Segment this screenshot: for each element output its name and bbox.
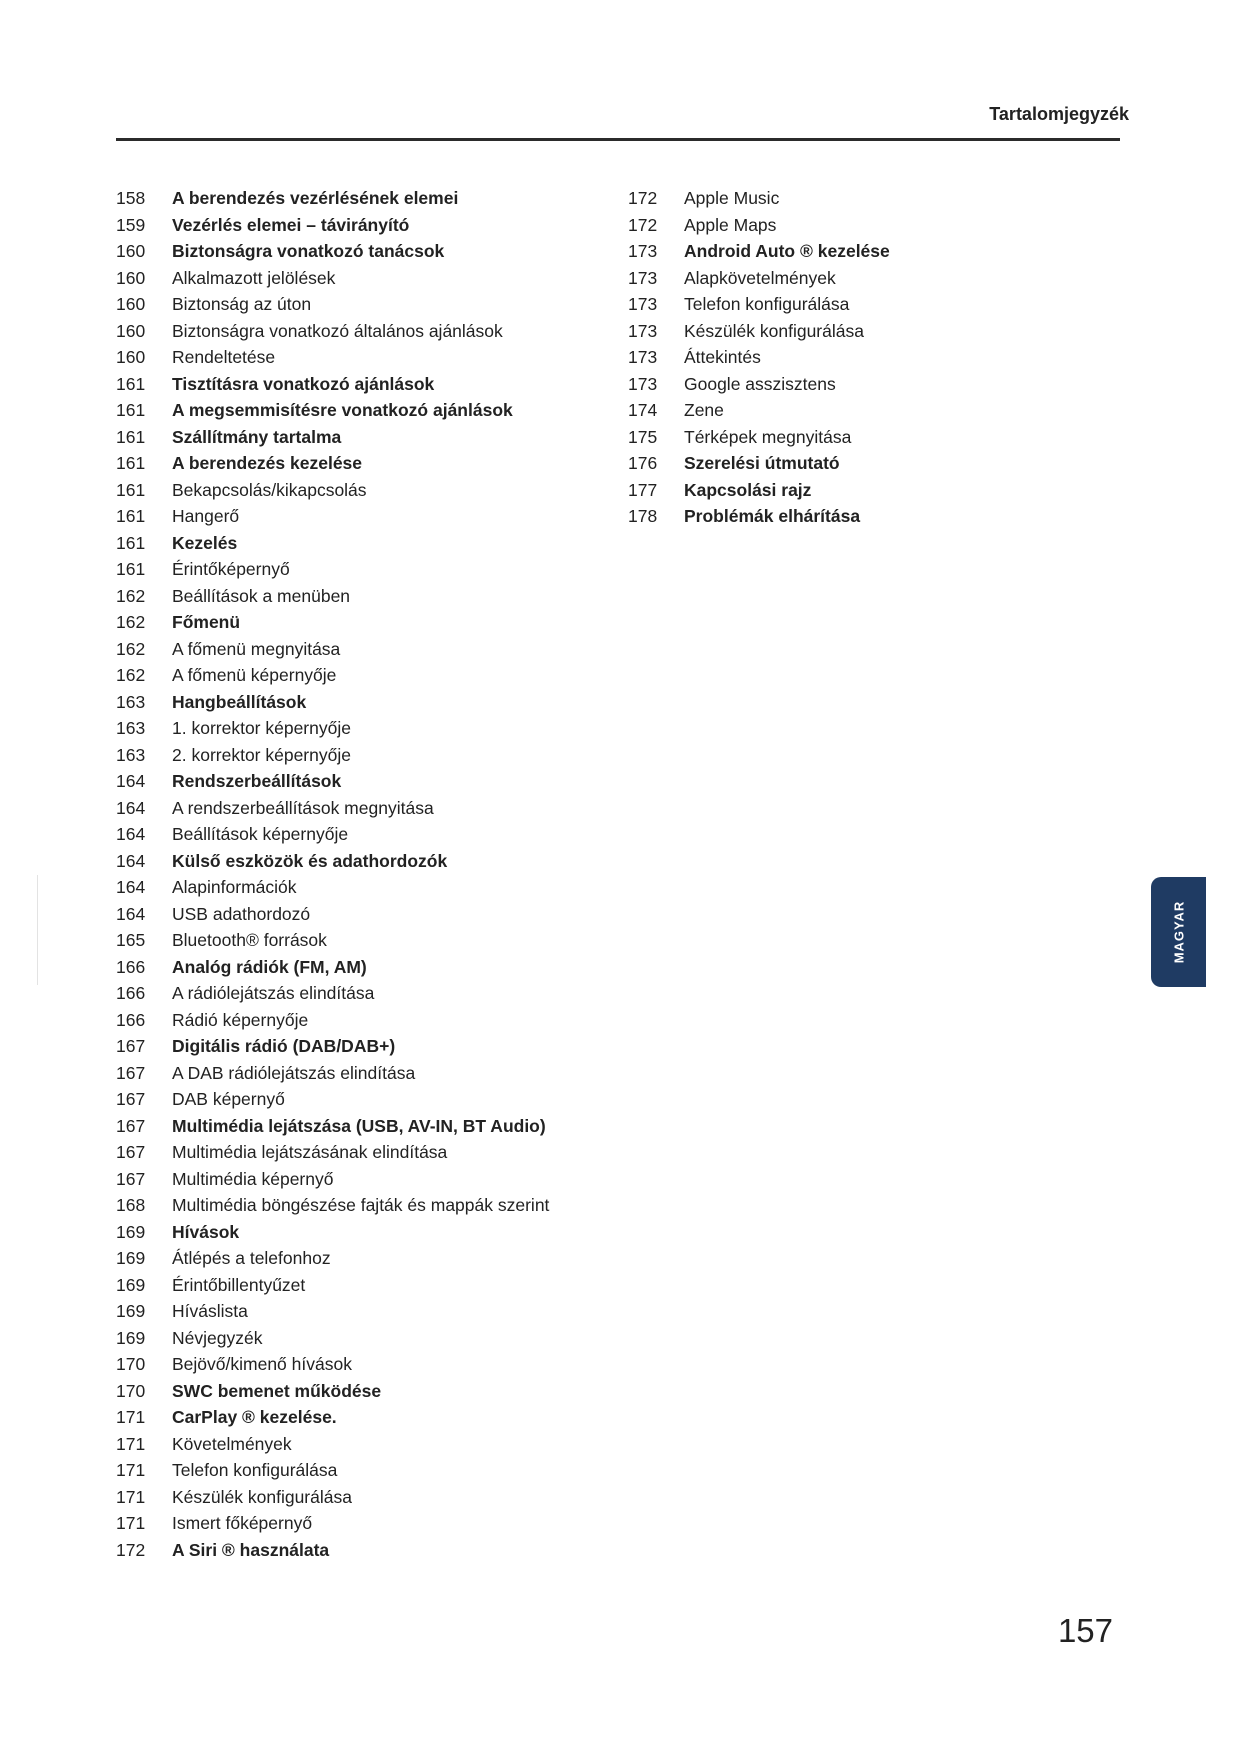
toc-entry-page: 164 <box>116 877 146 897</box>
toc-entry-page: 161 <box>116 373 146 394</box>
toc-entry <box>628 268 1048 295</box>
toc-entry-page: 174 <box>628 400 658 420</box>
toc-entry-title: A berendezés vezérlésének elemei <box>172 188 459 208</box>
toc-entry-page: 176 <box>628 453 658 473</box>
toc-entry-page: 164 <box>116 824 146 844</box>
toc-column-right <box>628 188 1048 533</box>
toc-entry-page: 170 <box>116 1380 146 1401</box>
toc-entry <box>628 427 1048 454</box>
toc-entry <box>116 321 626 348</box>
toc-entry-title: Rádió képernyője <box>172 1009 309 1030</box>
toc-entry-title: Problémák elhárítása <box>684 506 861 526</box>
toc-entry-page: 160 <box>116 320 146 341</box>
toc-entry <box>116 294 626 321</box>
toc-entry-title: Ismert főképernyő <box>172 1513 313 1533</box>
toc-entry-title: Átlépés a telefonhoz <box>172 1248 331 1268</box>
toc-entry-page: 160 <box>116 267 146 288</box>
toc-entry-title: Hangbeállítások <box>172 691 307 712</box>
toc-entry <box>116 904 626 931</box>
toc-entry-page: 173 <box>628 267 658 288</box>
toc-entry-page: 163 <box>116 744 146 765</box>
toc-entry <box>116 241 626 268</box>
toc-entry-page: 164 <box>116 903 146 924</box>
toc-entry-title: A megsemmisítésre vonatkozó ajánlások <box>172 400 513 420</box>
toc-entry-page: 172 <box>628 188 658 208</box>
toc-entry-title: A rádiólejátszás elindítása <box>172 983 375 1003</box>
toc-entry <box>116 745 626 772</box>
toc-entry <box>116 586 626 613</box>
toc-entry-title: Kezelés <box>172 532 238 553</box>
toc-entry-title: Követelmények <box>172 1433 292 1454</box>
toc-entry-page: 161 <box>116 426 146 447</box>
toc-entry-title: Érintőképernyő <box>172 559 290 579</box>
toc-entry-title: Bejövő/kimenő hívások <box>172 1354 352 1374</box>
toc-entry <box>628 321 1048 348</box>
toc-entry-title: SWC bemenet működése <box>172 1380 382 1401</box>
toc-entry-page: 158 <box>116 188 146 208</box>
toc-entry <box>116 1248 626 1275</box>
toc-entry <box>628 400 1048 427</box>
toc-entry-title: Multimédia lejátszása (USB, AV-IN, BT Audio) <box>172 1115 546 1136</box>
toc-entry <box>116 1487 626 1514</box>
toc-entry-title: A rendszerbeállítások megnyitása <box>172 797 434 818</box>
toc-entry-title: Szállítmány tartalma <box>172 426 342 447</box>
toc-entry-page: 173 <box>628 320 658 341</box>
toc-entry <box>116 1142 626 1169</box>
margin-line <box>37 875 38 985</box>
toc-entry-title: Beállítások a menüben <box>172 585 351 606</box>
toc-entry-page: 161 <box>116 559 146 579</box>
toc-entry-title: Telefon konfigurálása <box>684 294 850 314</box>
toc-entry <box>116 506 626 533</box>
toc-entry-title: Szerelési útmutató <box>684 453 840 473</box>
toc-entry-title: CarPlay ® kezelése. <box>172 1407 337 1427</box>
toc-entry-page: 173 <box>628 294 658 314</box>
toc-entry <box>116 427 626 454</box>
toc-entry-page: 162 <box>116 612 146 632</box>
toc-entry <box>628 215 1048 242</box>
toc-entry <box>116 188 626 215</box>
toc-entry-title: 2. korrektor képernyője <box>172 744 351 765</box>
toc-entry-page: 164 <box>116 850 146 871</box>
toc-entry-title: Digitális rádió (DAB/DAB+) <box>172 1036 396 1056</box>
toc-entry-title: Zene <box>684 400 724 420</box>
toc-entry-page: 166 <box>116 1009 146 1030</box>
toc-entry-title: Telefon konfigurálása <box>172 1460 338 1480</box>
toc-entry <box>116 1169 626 1196</box>
toc-entry <box>116 1301 626 1328</box>
toc-entry-page: 161 <box>116 506 146 526</box>
toc-entry-page: 171 <box>116 1433 146 1454</box>
toc-entry-title: Android Auto ® kezelése <box>684 241 890 261</box>
toc-entry-page: 163 <box>116 718 146 738</box>
toc-entry-title: A Siri ® használata <box>172 1539 330 1560</box>
toc-entry <box>116 665 626 692</box>
toc-entry-page: 172 <box>628 214 658 235</box>
toc-entry-title: 1. korrektor képernyője <box>172 718 351 738</box>
toc-entry-page: 160 <box>116 241 146 261</box>
toc-entry-page: 168 <box>116 1195 146 1215</box>
toc-entry-page: 170 <box>116 1354 146 1374</box>
language-side-tab <box>1151 877 1206 987</box>
toc-entry-page: 175 <box>628 426 658 447</box>
toc-entry-page: 160 <box>116 347 146 367</box>
toc-entry-title: Alapinformációk <box>172 877 297 897</box>
toc-entry-title: Térképek megnyitása <box>684 426 852 447</box>
toc-entry <box>116 1407 626 1434</box>
toc-entry-page: 167 <box>116 1142 146 1162</box>
toc-entry-page: 171 <box>116 1486 146 1507</box>
toc-entry-title: A DAB rádiólejátszás elindítása <box>172 1062 416 1083</box>
toc-entry <box>116 718 626 745</box>
toc-entry <box>116 1275 626 1302</box>
toc-entry-page: 166 <box>116 983 146 1003</box>
toc-entry-title: Áttekintés <box>684 347 761 367</box>
toc-entry <box>116 400 626 427</box>
toc-entry-title: Apple Maps <box>684 214 777 235</box>
toc-entry-page: 169 <box>116 1301 146 1321</box>
toc-entry-title: Tisztításra vonatkozó ajánlások <box>172 373 435 394</box>
toc-entry-page: 167 <box>116 1036 146 1056</box>
toc-entry <box>116 930 626 957</box>
toc-entry-title: Beállítások képernyője <box>172 824 349 844</box>
toc-entry-title: Google asszisztens <box>684 373 836 394</box>
page-number: 157 <box>1057 1612 1113 1649</box>
toc-entry <box>116 1195 626 1222</box>
toc-entry-title: Híváslista <box>172 1301 248 1321</box>
toc-entry <box>116 771 626 798</box>
toc-entry-page: 169 <box>116 1327 146 1348</box>
toc-entry-title: Multimédia böngészése fajták és mappák szerint <box>172 1195 550 1215</box>
toc-entry-title: Biztonság az úton <box>172 294 312 314</box>
toc-entry <box>116 347 626 374</box>
toc-entry-title: Főmenü <box>172 612 241 632</box>
toc-entry-title: A főmenü megnyitása <box>172 638 341 659</box>
toc-entry-page: 167 <box>116 1115 146 1136</box>
toc-entry-title: Készülék konfigurálása <box>684 320 864 341</box>
toc-entry <box>116 215 626 242</box>
toc-entry-title: A berendezés kezelése <box>172 453 363 473</box>
toc-entry-page: 167 <box>116 1168 146 1189</box>
toc-entry <box>116 374 626 401</box>
toc-entry-page: 162 <box>116 585 146 606</box>
toc-entry-title: Apple Music <box>684 188 780 208</box>
toc-entry <box>116 268 626 295</box>
toc-entry-page: 161 <box>116 453 146 473</box>
toc-entry-title: Külső eszközök és adathordozók <box>172 850 448 871</box>
toc-entry <box>116 798 626 825</box>
toc-entry-title: Hívások <box>172 1221 240 1242</box>
toc-entry-title: Biztonságra vonatkozó általános ajánlások <box>172 320 503 341</box>
toc-entry <box>116 1036 626 1063</box>
toc-entry-title: DAB képernyő <box>172 1089 285 1109</box>
toc-entry <box>116 639 626 666</box>
toc-entry-page: 167 <box>116 1062 146 1083</box>
toc-entry <box>116 851 626 878</box>
toc-entry <box>116 1116 626 1143</box>
toc-entry-title: Bekapcsolás/kikapcsolás <box>172 479 367 500</box>
toc-entry <box>116 559 626 586</box>
toc-entry-title: Rendszerbeállítások <box>172 771 342 791</box>
toc-entry <box>116 1089 626 1116</box>
toc-entry-page: 164 <box>116 797 146 818</box>
toc-entry <box>116 480 626 507</box>
toc-entry-title: Biztonságra vonatkozó tanácsok <box>172 241 445 261</box>
toc-entry <box>116 957 626 984</box>
toc-entry-page: 173 <box>628 347 658 367</box>
header-rule <box>116 138 1120 141</box>
toc-entry <box>628 480 1048 507</box>
page-header-title: Tartalomjegyzék <box>989 104 1129 124</box>
toc-entry-page: 161 <box>116 532 146 553</box>
toc-entry-page: 164 <box>116 771 146 791</box>
toc-entry <box>628 374 1048 401</box>
toc-entry-title: Alapkövetelmények <box>684 267 836 288</box>
toc-entry-title: Névjegyzék <box>172 1327 263 1348</box>
toc-entry-page: 162 <box>116 665 146 685</box>
toc-entry-page: 171 <box>116 1407 146 1427</box>
toc-entry <box>116 824 626 851</box>
toc-entry <box>628 188 1048 215</box>
toc-entry-title: Bluetooth® források <box>172 930 327 950</box>
toc-entry-page: 165 <box>116 930 146 950</box>
toc-entry-title: Alkalmazott jelölések <box>172 267 336 288</box>
toc-entry-title: Készülék konfigurálása <box>172 1486 352 1507</box>
toc-entry-page: 167 <box>116 1089 146 1109</box>
toc-entry <box>628 241 1048 268</box>
toc-entry <box>628 453 1048 480</box>
toc-entry <box>116 1063 626 1090</box>
toc-entry-title: Érintőbillentyűzet <box>172 1274 306 1295</box>
toc-entry-page: 160 <box>116 294 146 314</box>
toc-entry-title: Kapcsolási rajz <box>684 479 812 500</box>
toc-entry-page: 177 <box>628 479 658 500</box>
toc-entry-page: 161 <box>116 479 146 500</box>
toc-entry <box>628 506 1048 533</box>
toc-entry <box>116 1328 626 1355</box>
toc-entry <box>628 294 1048 321</box>
language-tab-label: MAGYAR <box>1171 900 1186 964</box>
toc-entry <box>116 1460 626 1487</box>
toc-entry-title: Multimédia képernyő <box>172 1168 334 1189</box>
toc-entry-page: 173 <box>628 373 658 394</box>
toc-entry <box>116 1513 626 1540</box>
toc-entry-page: 162 <box>116 638 146 659</box>
toc-entry-page: 171 <box>116 1513 146 1533</box>
toc-entry-page: 166 <box>116 956 146 977</box>
toc-entry-page: 171 <box>116 1460 146 1480</box>
toc-entry <box>116 533 626 560</box>
toc-entry <box>116 1434 626 1461</box>
toc-entry-page: 163 <box>116 691 146 712</box>
toc-entry <box>116 1010 626 1037</box>
toc-entry-page: 169 <box>116 1248 146 1268</box>
toc-entry-title: Multimédia lejátszásának elindítása <box>172 1142 448 1162</box>
toc-entry-title: Vezérlés elemei – távirányító <box>172 214 410 235</box>
toc-entry <box>116 1222 626 1249</box>
toc-entry-title: A főmenü képernyője <box>172 665 337 685</box>
toc-entry-page: 178 <box>628 506 658 526</box>
toc-entry <box>116 1540 626 1567</box>
toc-entry <box>116 612 626 639</box>
toc-entry <box>116 1354 626 1381</box>
toc-entry <box>116 877 626 904</box>
toc-entry-page: 169 <box>116 1274 146 1295</box>
toc-entry-title: Hangerő <box>172 506 240 526</box>
toc-entry <box>116 453 626 480</box>
toc-entry <box>116 983 626 1010</box>
toc-entry-page: 169 <box>116 1221 146 1242</box>
toc-entry-title: Rendeltetése <box>172 347 276 367</box>
toc-entry-title: Analóg rádiók (FM, AM) <box>172 956 367 977</box>
toc-entry <box>116 1381 626 1408</box>
toc-entry <box>628 347 1048 374</box>
toc-entry-page: 172 <box>116 1539 146 1560</box>
toc-entry-title: USB adathordozó <box>172 903 311 924</box>
toc-entry-page: 173 <box>628 241 658 261</box>
toc-column-left <box>116 188 626 1566</box>
toc-entry-page: 161 <box>116 400 146 420</box>
toc-entry-page: 159 <box>116 214 146 235</box>
toc-entry <box>116 692 626 719</box>
